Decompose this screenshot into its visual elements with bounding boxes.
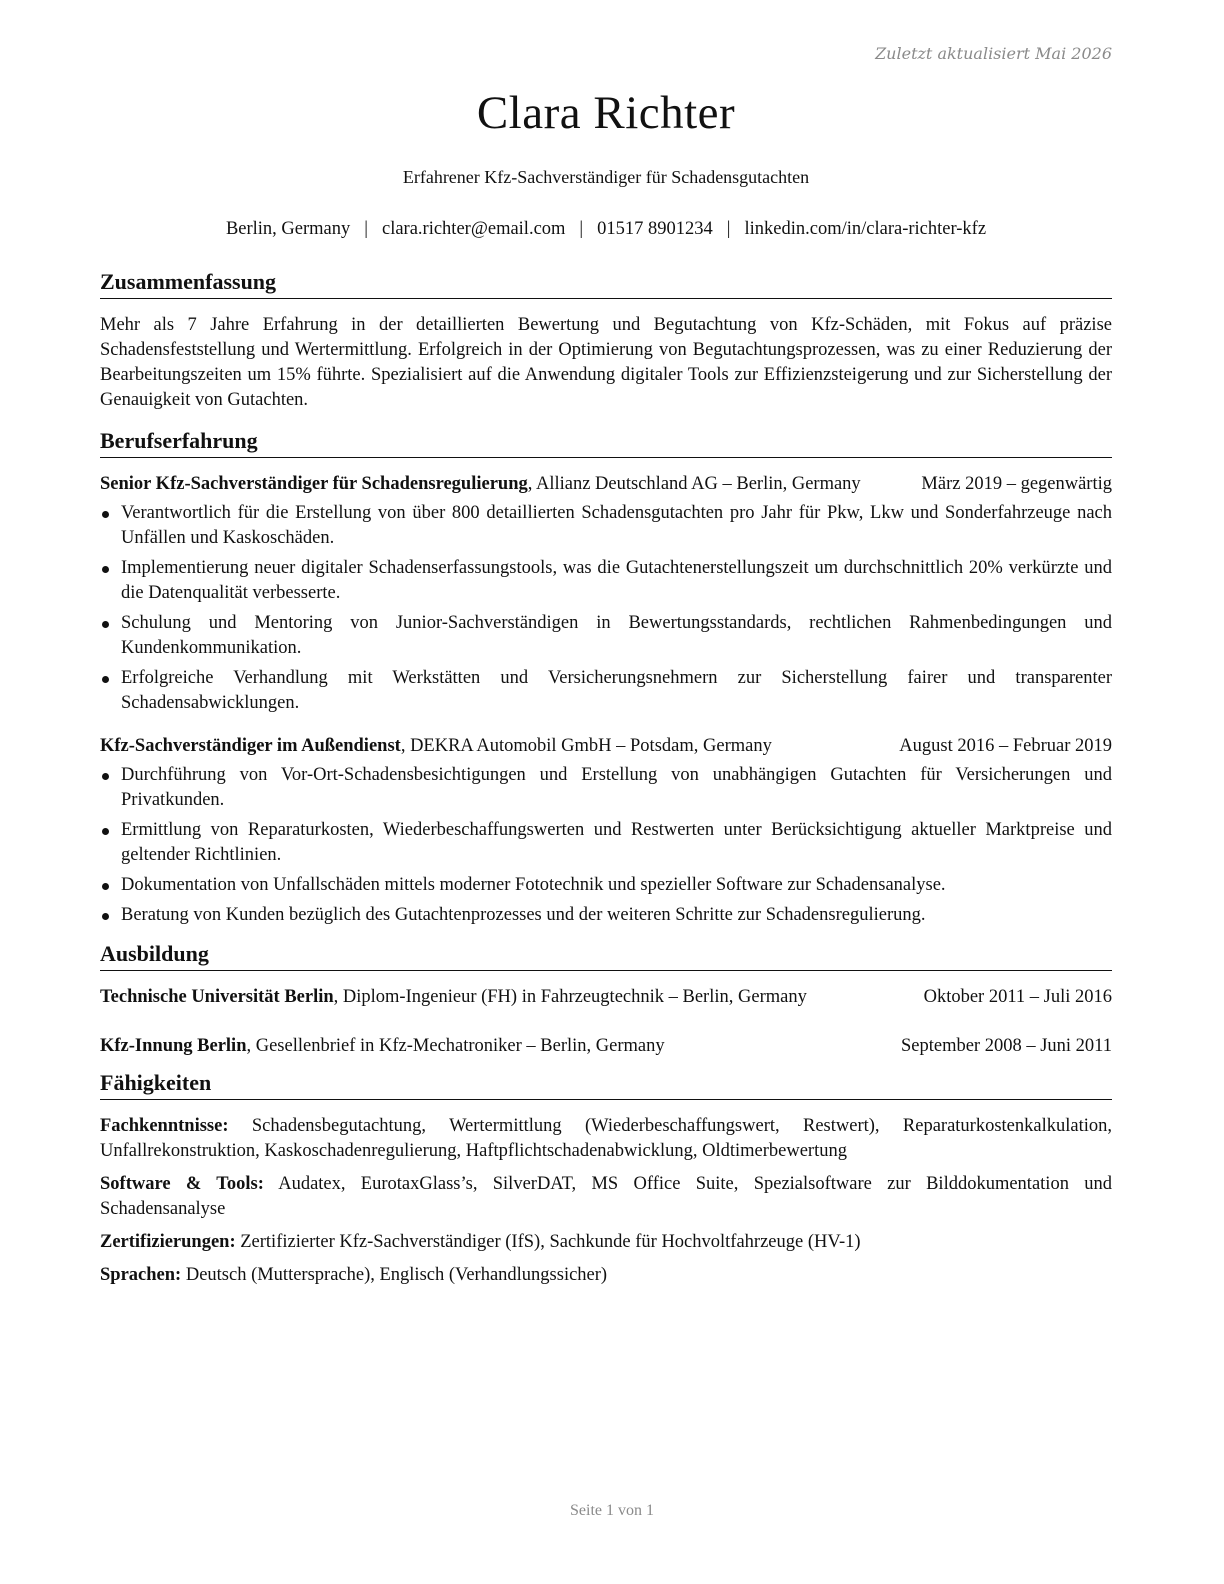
contact-separator: | [726, 219, 731, 239]
job-role: Kfz-Sachverständiger im Außendienst [100, 736, 401, 756]
skill-text: Schadensbegutachtung, Wertermittlung (Wiederbeschaffungswert, Restwert), Reparaturkostenkalkulation, Unfallrekonstruktion, Kaskoschadenregulierung, Haftpflichtschadenabwicklung, Oldtimerbewertung [100, 1116, 1112, 1161]
job-dates: März 2019 – gegenwärtig [921, 474, 1112, 494]
education-entry [100, 985, 1112, 1010]
contact-email[interactable]: clara.richter@email.com [381, 219, 566, 239]
education-degree: , Gesellenbrief in Kfz-Mechatroniker – Berlin, Germany [246, 1036, 665, 1056]
job-bullets [100, 501, 1112, 716]
skill-label: Software & Tools: [100, 1174, 264, 1194]
job-header [100, 734, 1112, 759]
skill-label: Zertifizierungen: [100, 1232, 236, 1252]
skill-row [100, 1114, 1112, 1164]
section-title-education: Ausbildung [100, 940, 1112, 971]
tagline: Erfahrener Kfz-Sachverständiger für Schadensgutachten [402, 167, 810, 187]
contact-separator: | [579, 219, 584, 239]
skill-text: Deutsch (Muttersprache), Englisch (Verhandlungssicher) [185, 1265, 608, 1285]
job-company: , Allianz Deutschland AG – Berlin, Germany [527, 474, 861, 494]
skill-row [100, 1172, 1112, 1222]
skill-row [100, 1263, 1112, 1288]
skill-text: Zertifizierter Kfz-Sachverständiger (IfS), Sachkunde für Hochvoltfahrzeuge (HV-1) [240, 1232, 861, 1252]
section-title-skills: Fähigkeiten [100, 1069, 1112, 1100]
list-item: Erfolgreiche Verhandlung mit Werkstätten und Versicherungsnehmern zur Sicherstellung fairer und transparenter Schadensabwicklungen. [100, 666, 1112, 716]
skill-label: Fachkenntnisse: [100, 1116, 229, 1136]
section-title-summary: Zusammenfassung [100, 268, 1112, 299]
contact-phone[interactable]: 01517 8901234 [597, 219, 713, 239]
skills-list [100, 1114, 1112, 1288]
job-entry [100, 472, 1112, 716]
job-role: Senior Kfz-Sachverständiger für Schadensregulierung [100, 474, 528, 494]
contact-location: Berlin, Germany [225, 219, 351, 239]
list-item: Beratung von Kunden bezüglich des Gutachtenprozesses und der weiteren Schritte zur Schadensregulierung. [100, 903, 1112, 928]
job-header [100, 472, 1112, 497]
summary-text: Mehr als 7 Jahre Erfahrung in der detaillierten Bewertung und Begutachtung von Kfz-Schäden, mit Fokus auf präzise Schadensfeststellung und Wertermittlung. Erfolgreich in der Optimierung von Begutachtungsprozessen, was zu einer Reduzierung der Bearbeitungszeiten um 15% führte. Spezialisiert auf die Anwendung digitaler Tools zur Effizienzsteigerung und zur Sicherstellung der Genauigkeit von Gutachten. [100, 315, 1112, 410]
contact-linkedin[interactable]: linkedin.com/in/clara-richter-kfz [744, 219, 987, 239]
section-title-experience: Berufserfahrung [100, 427, 1112, 458]
job-bullets [100, 763, 1112, 928]
last-updated: Zuletzt aktualisiert Mai 2026 [875, 44, 1112, 63]
job-company: , DEKRA Automobil GmbH – Potsdam, Germany [400, 736, 772, 756]
list-item: Implementierung neuer digitaler Schadenserfassungstools, was die Gutachtenerstellungszeit um durchschnittlich 20% verkürzte und die Datenqualität verbesserte. [100, 556, 1112, 606]
education-school: Kfz-Innung Berlin [100, 1036, 247, 1056]
skill-label: Sprachen: [100, 1265, 182, 1285]
education-dates: September 2008 – Juni 2011 [900, 1036, 1112, 1056]
education-entry [100, 1034, 1112, 1059]
skill-text: Audatex, EurotaxGlass’s, SilverDAT, MS Office Suite, Spezialsoftware zur Bilddokumentation und Schadensanalyse [100, 1174, 1112, 1219]
education-school: Technische Universität Berlin [100, 987, 334, 1007]
education-degree: , Diplom-Ingenieur (FH) in Fahrzeugtechnik – Berlin, Germany [333, 987, 807, 1007]
skill-row [100, 1230, 1112, 1255]
list-item: Verantwortlich für die Erstellung von über 800 detaillierten Schadensgutachten pro Jahr für Pkw, Lkw und Sonderfahrzeuge nach Unfällen und Kaskoschäden. [100, 501, 1112, 551]
education-dates: Oktober 2011 – Juli 2016 [923, 987, 1112, 1007]
contact-separator: | [364, 219, 368, 239]
contact-line [100, 219, 1112, 240]
list-item: Dokumentation von Unfallschäden mittels moderner Fototechnik und spezieller Software zur Schadensanalyse. [100, 873, 1112, 898]
resume-content [100, 268, 1112, 1288]
list-item: Durchführung von Vor-Ort-Schadensbesichtigungen und Erstellung von unabhängigen Gutachten für Versicherungen und Privatkunden. [100, 763, 1112, 813]
list-item: Schulung und Mentoring von Junior-Sachverständigen in Bewertungsstandards, rechtlichen Rahmenbedingungen und Kundenkommunikation. [100, 611, 1112, 661]
candidate-name: Clara Richter [476, 87, 736, 139]
list-item: Ermittlung von Reparaturkosten, Wiederbeschaffungswerten und Restwerten unter Berücksichtigung aktueller Marktpreise und geltender Richtlinien. [100, 818, 1112, 868]
job-dates: August 2016 – Februar 2019 [899, 736, 1112, 756]
page-number: Seite 1 von 1 [570, 1502, 654, 1519]
job-entry [100, 734, 1112, 928]
